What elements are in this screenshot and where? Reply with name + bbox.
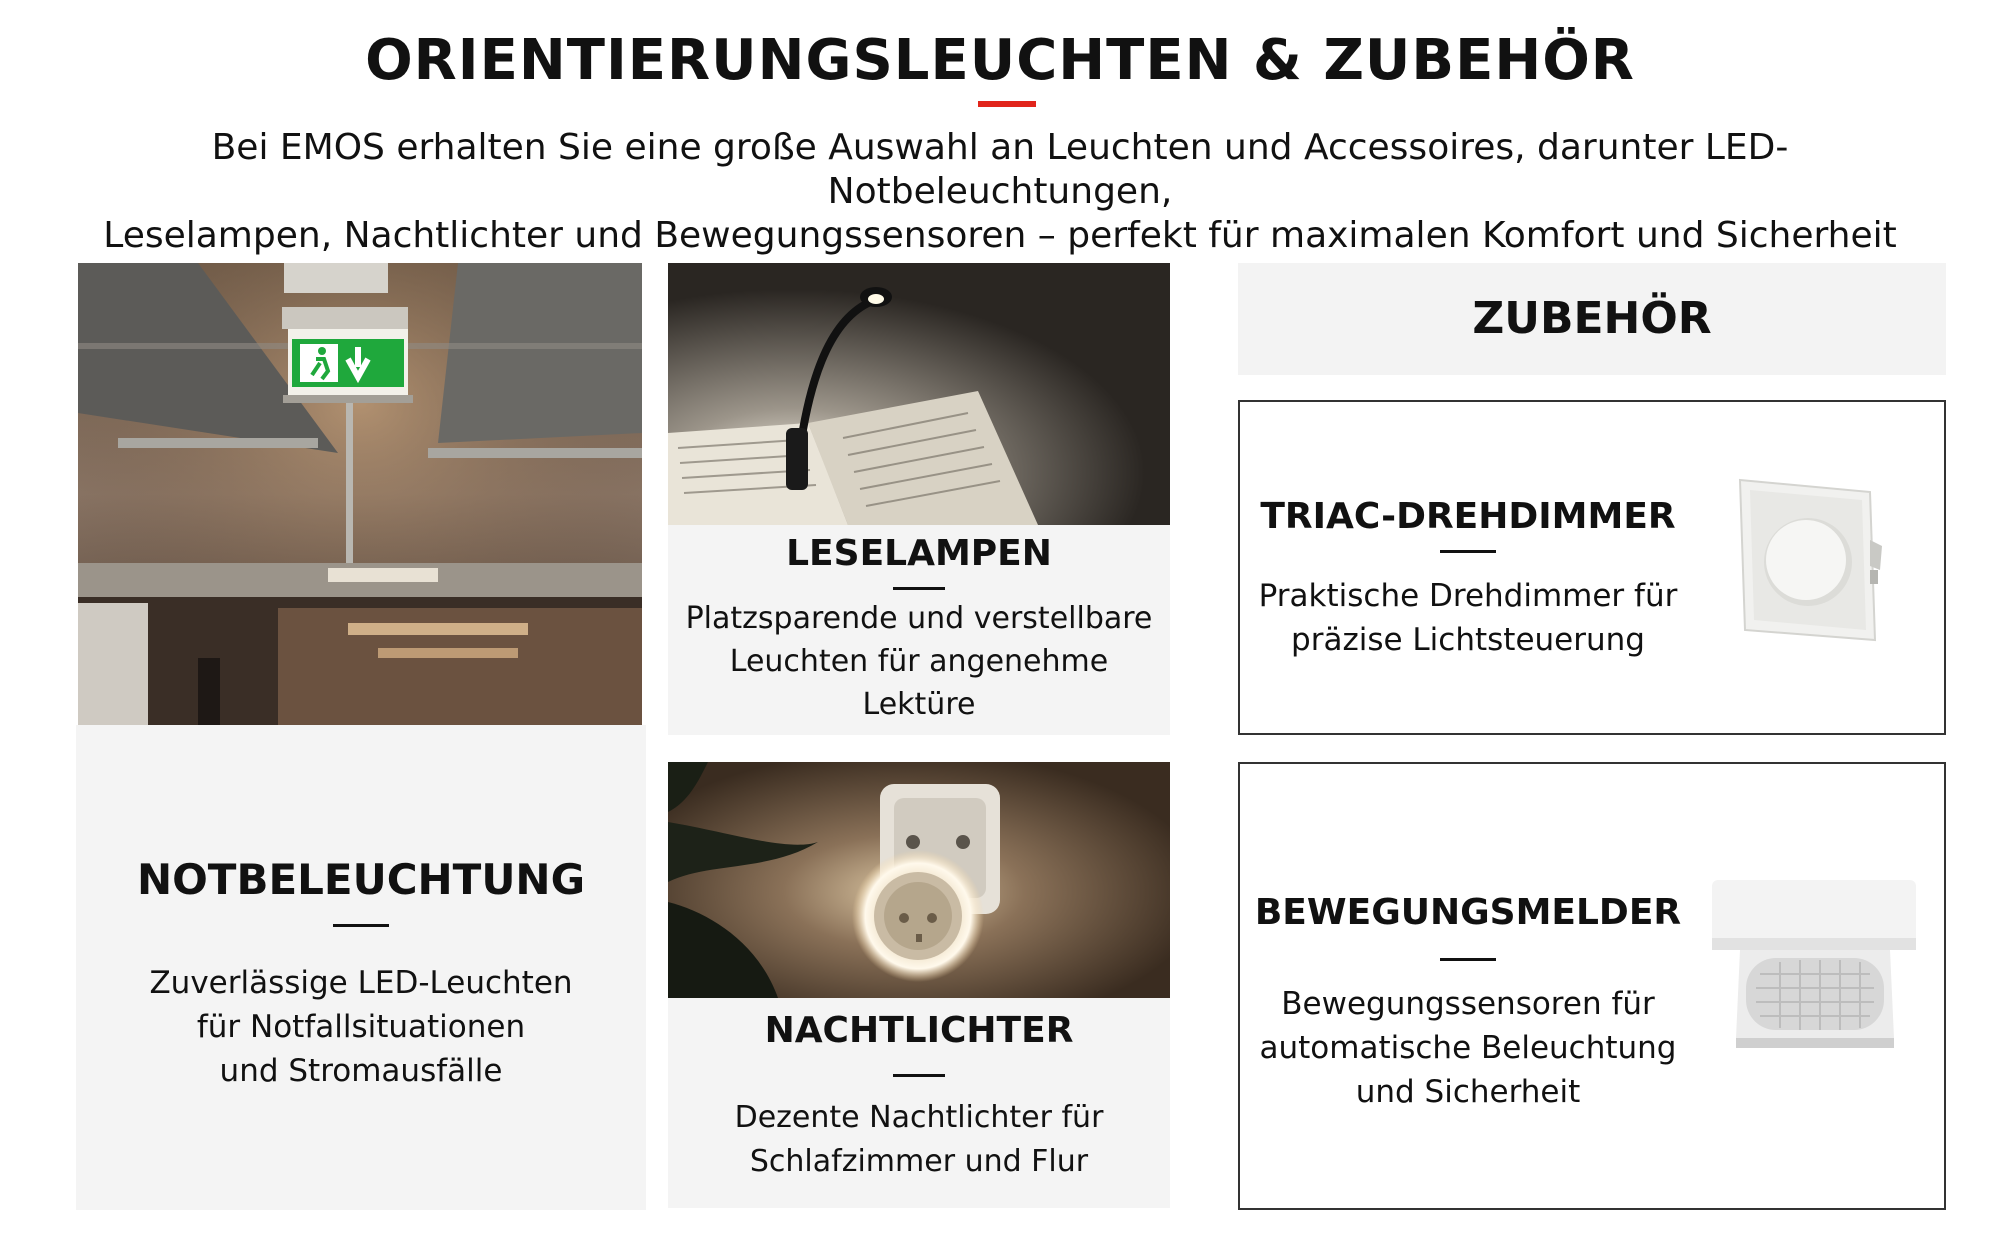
dimmer-card (1238, 400, 1946, 735)
motion-divider (1440, 958, 1496, 961)
emergency-divider (333, 924, 389, 927)
motion-sensor-card (1238, 762, 1946, 1210)
emergency-lighting-photo (78, 263, 642, 725)
exit-sign-icon (78, 263, 642, 725)
night-description (668, 1096, 1170, 1184)
dimmer-desc-line-1: Praktische Drehdimmer für (1258, 578, 1678, 614)
dimmer-description (1240, 574, 1696, 662)
reading-desc-line-2: Leuchten für angenehme (729, 644, 1109, 679)
night-light-icon (668, 762, 1170, 998)
emergency-lighting-title: NOTBELEUCHTUNG (136, 855, 586, 904)
emergency-lighting-card (76, 725, 646, 1210)
night-desc-line-2: Schlafzimmer und Flur (749, 1144, 1089, 1179)
night-light-card (668, 998, 1170, 1208)
motion-sensor-icon (1710, 878, 1920, 1068)
motion-sensor-description (1240, 982, 1696, 1114)
emergency-desc-line-2: für Notfallsituationen (196, 1009, 526, 1045)
night-light-photo (668, 762, 1170, 998)
accessories-header (1238, 263, 1946, 375)
title-accent-underline (978, 101, 1036, 107)
reading-desc-line-1: Platzsparende und verstellbare (685, 601, 1153, 636)
reading-lamp-photo (668, 263, 1170, 525)
emergency-description (76, 961, 646, 1093)
dimmer-desc-line-2: präzise Lichtsteuerung (1291, 622, 1645, 658)
night-light-title: NACHTLICHTER (764, 1010, 1074, 1051)
reading-lamp-card (668, 525, 1170, 735)
motion-desc-line-1: Bewegungssensoren für (1281, 986, 1655, 1022)
night-divider (893, 1074, 945, 1077)
page-title: ORIENTIERUNGSLEUCHTEN & ZUBEHÖR (365, 28, 1635, 93)
reading-desc-line-3: Lektüre (862, 687, 976, 722)
motion-sensor-title: BEWEGUNGSMELDER (1254, 892, 1682, 933)
intro-text (60, 126, 1940, 258)
motion-desc-line-3: und Sicherheit (1355, 1074, 1581, 1110)
night-desc-line-1: Dezente Nachtlichter für (734, 1100, 1104, 1135)
dimmer-title: TRIAC-DREHDIMMER (1260, 496, 1676, 537)
emergency-desc-line-3: und Stromausfälle (219, 1053, 503, 1089)
emergency-desc-line-1: Zuverlässige LED-Leuchten (149, 965, 573, 1001)
intro-line-2: Leselampen, Nachtlichter und Bewegungssensoren – perfekt für maximalen Komfort und Sicherheit (103, 215, 1897, 256)
reading-lamp-icon (668, 263, 1170, 525)
reading-lamp-title: LESELAMPEN (786, 533, 1052, 574)
rotary-dimmer-icon (1730, 470, 1890, 650)
reading-description (668, 597, 1170, 726)
motion-desc-line-2: automatische Beleuchtung (1259, 1030, 1677, 1066)
accessories-title: ZUBEHÖR (1472, 293, 1712, 344)
dimmer-divider (1440, 550, 1496, 553)
reading-divider (893, 587, 945, 590)
intro-line-1: Bei EMOS erhalten Sie eine große Auswahl an Leuchten und Accessoires, darunter LED-Notbeleuchtungen, (211, 127, 1789, 212)
